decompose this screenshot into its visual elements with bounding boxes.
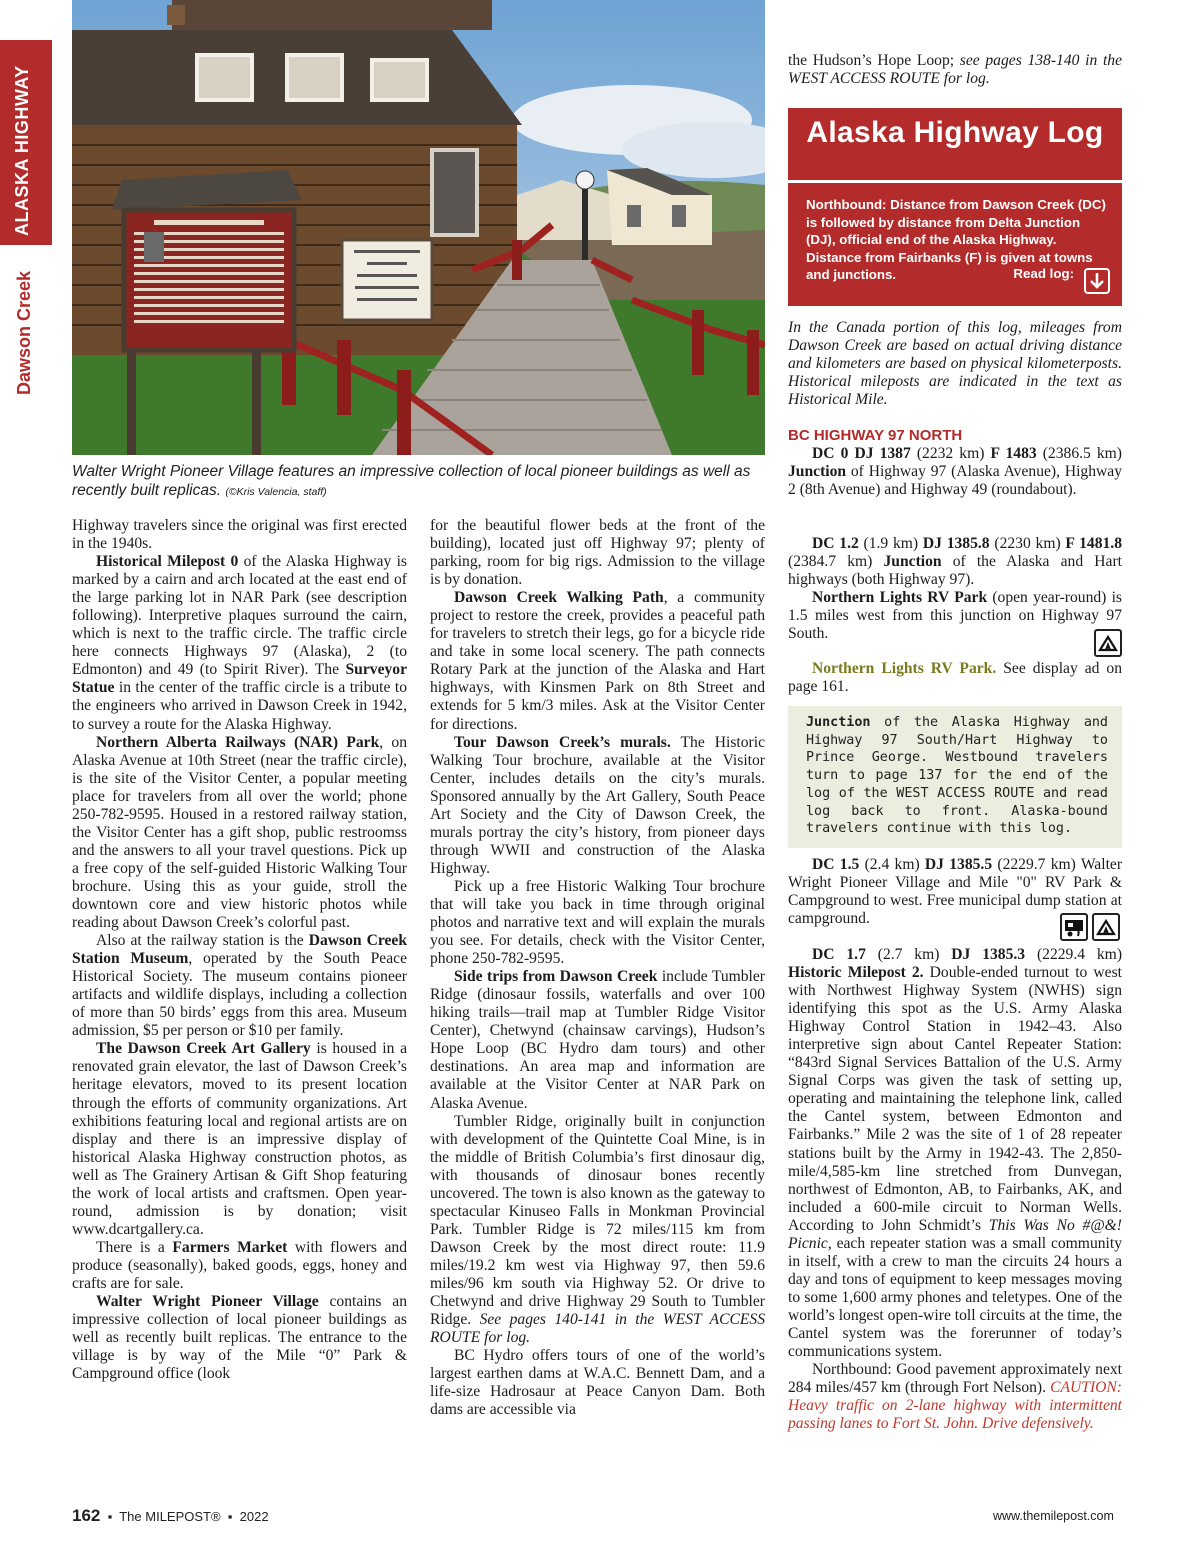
log-entry-dc1-7: DC 1.7 (2.7 km) DJ 1385.3 (2229.4 km) Historic Milepost 2. Double-ended turnout to west with Northwest Highway System (NWHS) sign identifying this spot as the U.S. Army Alaska Highway Control Station in 1942–43. Also interpretive sign about Cantel Repeater Station: “843rd Signal Services Battalion of the U.S. Army Signal Corps was given the task of setting up, operating and maintaining the telephone link, called the Cantel system, between Edmonton and Fairbanks.” Mile 2 was the site of 1 of 28 repeater stations built by the Army in 1942-43. The 2,850-mile/4,585-km line stretched from Dunvegan, northwest of Edmonton, AB, to Fairbanks, AK, and included a 600-mile circuit to Norman Wells. According to John Schmidt’s This Was No #@&! Picnic, each repeater station was a small community in itself, with a crew to man the circuits 24 hours a day and tons of equipment to keep messages moving to some 1,600 army phones and teletypes. One of the world’s longest open-wire toll circuits at the time, the Cantel system was the forerunner of today’s communications system. Northbound: Good pavement approximately next 284 miles/457 km (through Fort Nelson). CAUTION: Heavy traffic on 2-lane highway with intermittent passing lanes to Fort St. John. Drive defensively.: [788, 946, 1123, 1433]
canada-log-note: In the Canada portion of this log, mileages from Dawson Creek are based on actual driving distance and kilometers are based on physical kilometerposts. Historical mileposts are indicated in the text as Historical Mile.: [788, 319, 1122, 409]
log-entry-ad: Northern Lights RV Park. See display ad on page 161.: [788, 660, 1123, 696]
publication-name: The MILEPOST®: [119, 1509, 221, 1524]
footer-bullet: ▪: [104, 1509, 116, 1524]
log-entry-dc1-2: DC 1.2 (1.9 km) DJ 1385.8 (2230 km) F 1481.8 (2384.7 km) Junction of the Alaska and Hart highways (both Highway 97). Northern Lights RV Park (open year-round) is 1.5 miles west from this junction on Highway 97 South.: [788, 535, 1123, 643]
col2-paragraph: Pick up a free Historic Walking Tour brochure that will take you back in time through original photos and narrative text and will explain the murals you see. For details, check with the Visitor Center, phone 250-782-9595.: [430, 877, 765, 968]
col1-paragraph: Northern Alberta Railways (NAR) Park, on Alaska Avenue at 10th Street (near the traffic circle), is the site of the Visitor Center, a popular meeting place for travelers from all over the world; phone 250-782-9595. Housed in a restored railway station, the Visitor Center has a gift shop, public restroomss and the answers to all your travel questions. Pick up a free copy of the self-guided Historic Walking Tour brochure. Using this as your guide, stroll the downtown core and view historic photos while reading about Dawson Creek’s colorful past.: [72, 733, 407, 932]
log-title: Alaska Highway Log: [806, 116, 1104, 149]
col3-paragraph: the Hudson’s Hope Loop; see pages 138-140 in the WEST ACCESS ROUTE for log.: [788, 52, 1122, 88]
town-tab-label: Dawson Creek: [14, 270, 34, 395]
publication-year: 2022: [239, 1509, 269, 1524]
junction-label: Junction: [806, 715, 871, 730]
log-entry-dc0: DC 0 DJ 1387 (2232 km) F 1483 (2386.5 km) Junction of Highway 97 (Alaska Avenue), Highway 2 (8th Avenue) and Highway 49 (roundabout).: [788, 445, 1122, 499]
col2-paragraph: BC Hydro offers tours of one of the world’s largest earthen dams at W.A.C. Bennett Dam, and a life-size Hadrosaur at Peace Canyon Dam. Both dams are accessible via: [430, 1347, 765, 1419]
column-3-top: [788, 52, 1122, 88]
col2-paragraph: Dawson Creek Walking Path, a community project to restore the creek, provides a peaceful path for travelers to stretch their legs, go for a bicycle ride and take in some local scenery. The path connects Rotary Park at the junction of the Alaska and Hart highways, with Kinsmen Park on 8th Street and extends for 5 km/3 miles. Ask at the Visitor Center for directions.: [430, 589, 765, 733]
junction-note-box: [788, 706, 1122, 848]
campground-icon: [1094, 629, 1122, 657]
log-entry-dc1-5: DC 1.5 (2.4 km) DJ 1385.5 (2229.7 km) Walter Wright Pioneer Village and Mile "0" RV Park & Campground to west. Free municipal dump station at campground.: [788, 856, 1123, 928]
photo-credit: (©Kris Valencia, staff): [225, 486, 327, 498]
page-footer: [72, 1506, 269, 1526]
pioneer-village-photo: [72, 0, 765, 455]
website-url[interactable]: www.themilepost.com: [993, 1509, 1114, 1523]
campground-icon: [1092, 913, 1120, 941]
col1-paragraph: Historical Milepost 0 of the Alaska Highway is marked by a cairn and arch located at the east end of the large parking lot in NAR Park (see description following). Interpretive plaques surround the cairn, which is next to the traffic circle. The traffic circle here connects Highways 97 (Alaska), 2 (to Edmonton) and 49 (to Spirit River). The Surveyor Statue in the center of the traffic circle is a tribute to the engineers who arrived in Dawson Creek in 1942, to survey a route for the Alaska Highway.: [72, 553, 407, 733]
col1-paragraph: The Dawson Creek Art Gallery is housed in a renovated grain elevator, the last of Dawson Creek’s heritage elevators, moved to its present location through the efforts of community organizations. Art exhibitions featuring local and regional artists are on display and there is an impressive display of historical Alaska Highway construction photos, as well as The Grainery Artisan & Gift Shop featuring the work of local artists and craftsmen. Open year-round, admission is by donation; visit www.dcartgallery.ca.: [72, 1040, 407, 1238]
highway-log-box: [788, 108, 1122, 306]
column-1: [72, 517, 407, 1383]
section-tab-red: [0, 40, 52, 245]
col2-paragraph: Tour Dawson Creek’s murals. The Historic Walking Tour brochure, available at the Visitor Center, includes details on the city’s murals. Sponsored annually by the Art Gallery, South Peace Art Society and the City of Dawson Creek, the murals portray the city’s history, from pioneer days through WWII and construction of the Alaska Highway.: [430, 733, 765, 877]
log-divider: [788, 180, 1122, 183]
caption-text: Walter Wright Pioneer Village features an impressive collection of local pioneer buildings as well as recently built replicas.: [72, 463, 751, 499]
dump-station-icon: [1060, 913, 1088, 941]
col1-paragraph: Walter Wright Pioneer Village contains an impressive collection of local pioneer buildings as well as recently built replicas. The entrance to the village is by way of the Mile “0” Park & Campground office (look: [72, 1293, 407, 1383]
junction-text: of the Alaska Highway and Highway 97 South/Hart Highway to Prince George. Westbound travelers turn to page 137 for the end of the log of the WEST ACCESS ROUTE and read log back to front. Alaska-bound travelers continue with this log.: [806, 715, 1108, 837]
col2-paragraph: Tumbler Ridge, originally built in conjunction with development of the Quintette Coal Mine, is in the middle of British Columbia’s first dinosaur dig, with thousands of dinosaur bones recently uncovered. The town is also known as the gateway to spectacular Kinuseo Falls in Monkman Provincial Park. Tumbler Ridge is 72 miles/115 km from Dawson Creek by the most direct route: 11.9 miles/19.2 km west via Highway 97, then 59.6 miles/96 km south via Highway 52. Or drive to Chetwynd and drive Highway 29 South to Tumbler Ridge. See pages 140-141 in the WEST ACCESS ROUTE for log.: [430, 1112, 766, 1347]
col1-paragraph: There is a Farmers Market with flowers and produce (seasonally), baked goods, eggs, honey and crafts are for sale.: [72, 1238, 408, 1292]
col2-paragraph: for the beautiful flower beds at the front of the building), located just off Highway 97; plenty of parking, room for big rigs. Admission to the village is by donation.: [430, 517, 765, 589]
log-note: Northbound: Distance from Dawson Creek (DC) is followed by distance from Delta Junction (DJ), official end of the Alaska Highway. Distance from Fairbanks (F) is given at towns and junctions.: [806, 197, 1106, 282]
column-2: [430, 517, 765, 1419]
footer-bullet: ▪: [224, 1509, 237, 1524]
col1-paragraph: Also at the railway station is the Dawson Creek Station Museum, operated by the South Peace Historical Society. The museum contains pioneer artifacts and wildlife displays, including a collection of more than 50 birds’ eggs from this area. Museum admission, $5 per person or $10 per family.: [72, 932, 408, 1040]
col2-paragraph: Side trips from Dawson Creek include Tumbler Ridge (dinosaur fossils, waterfalls and over 100 hiking trails—trail map at Tumbler Ridge Visitor Center), Chetwynd (chainsaw carvings), Hudson’s Hope Loop (BC Hydro dam tours) and other destinations. An area map and information are available at the Visitor Center at NAR Park on Alaska Avenue.: [430, 968, 766, 1112]
section-heading: BC HIGHWAY 97 NORTH: [788, 427, 963, 444]
photo-illustration: [72, 0, 765, 455]
page-number: 162: [72, 1506, 101, 1525]
side-section-tab: [0, 40, 52, 400]
read-log-label: Read log:: [1013, 266, 1074, 281]
section-tab-label: ALASKA HIGHWAY: [12, 65, 32, 236]
arrow-down-icon: [1084, 268, 1110, 294]
photo-caption: [72, 462, 765, 502]
col1-paragraph: Highway travelers since the original was first erected in the 1940s.: [72, 517, 407, 553]
